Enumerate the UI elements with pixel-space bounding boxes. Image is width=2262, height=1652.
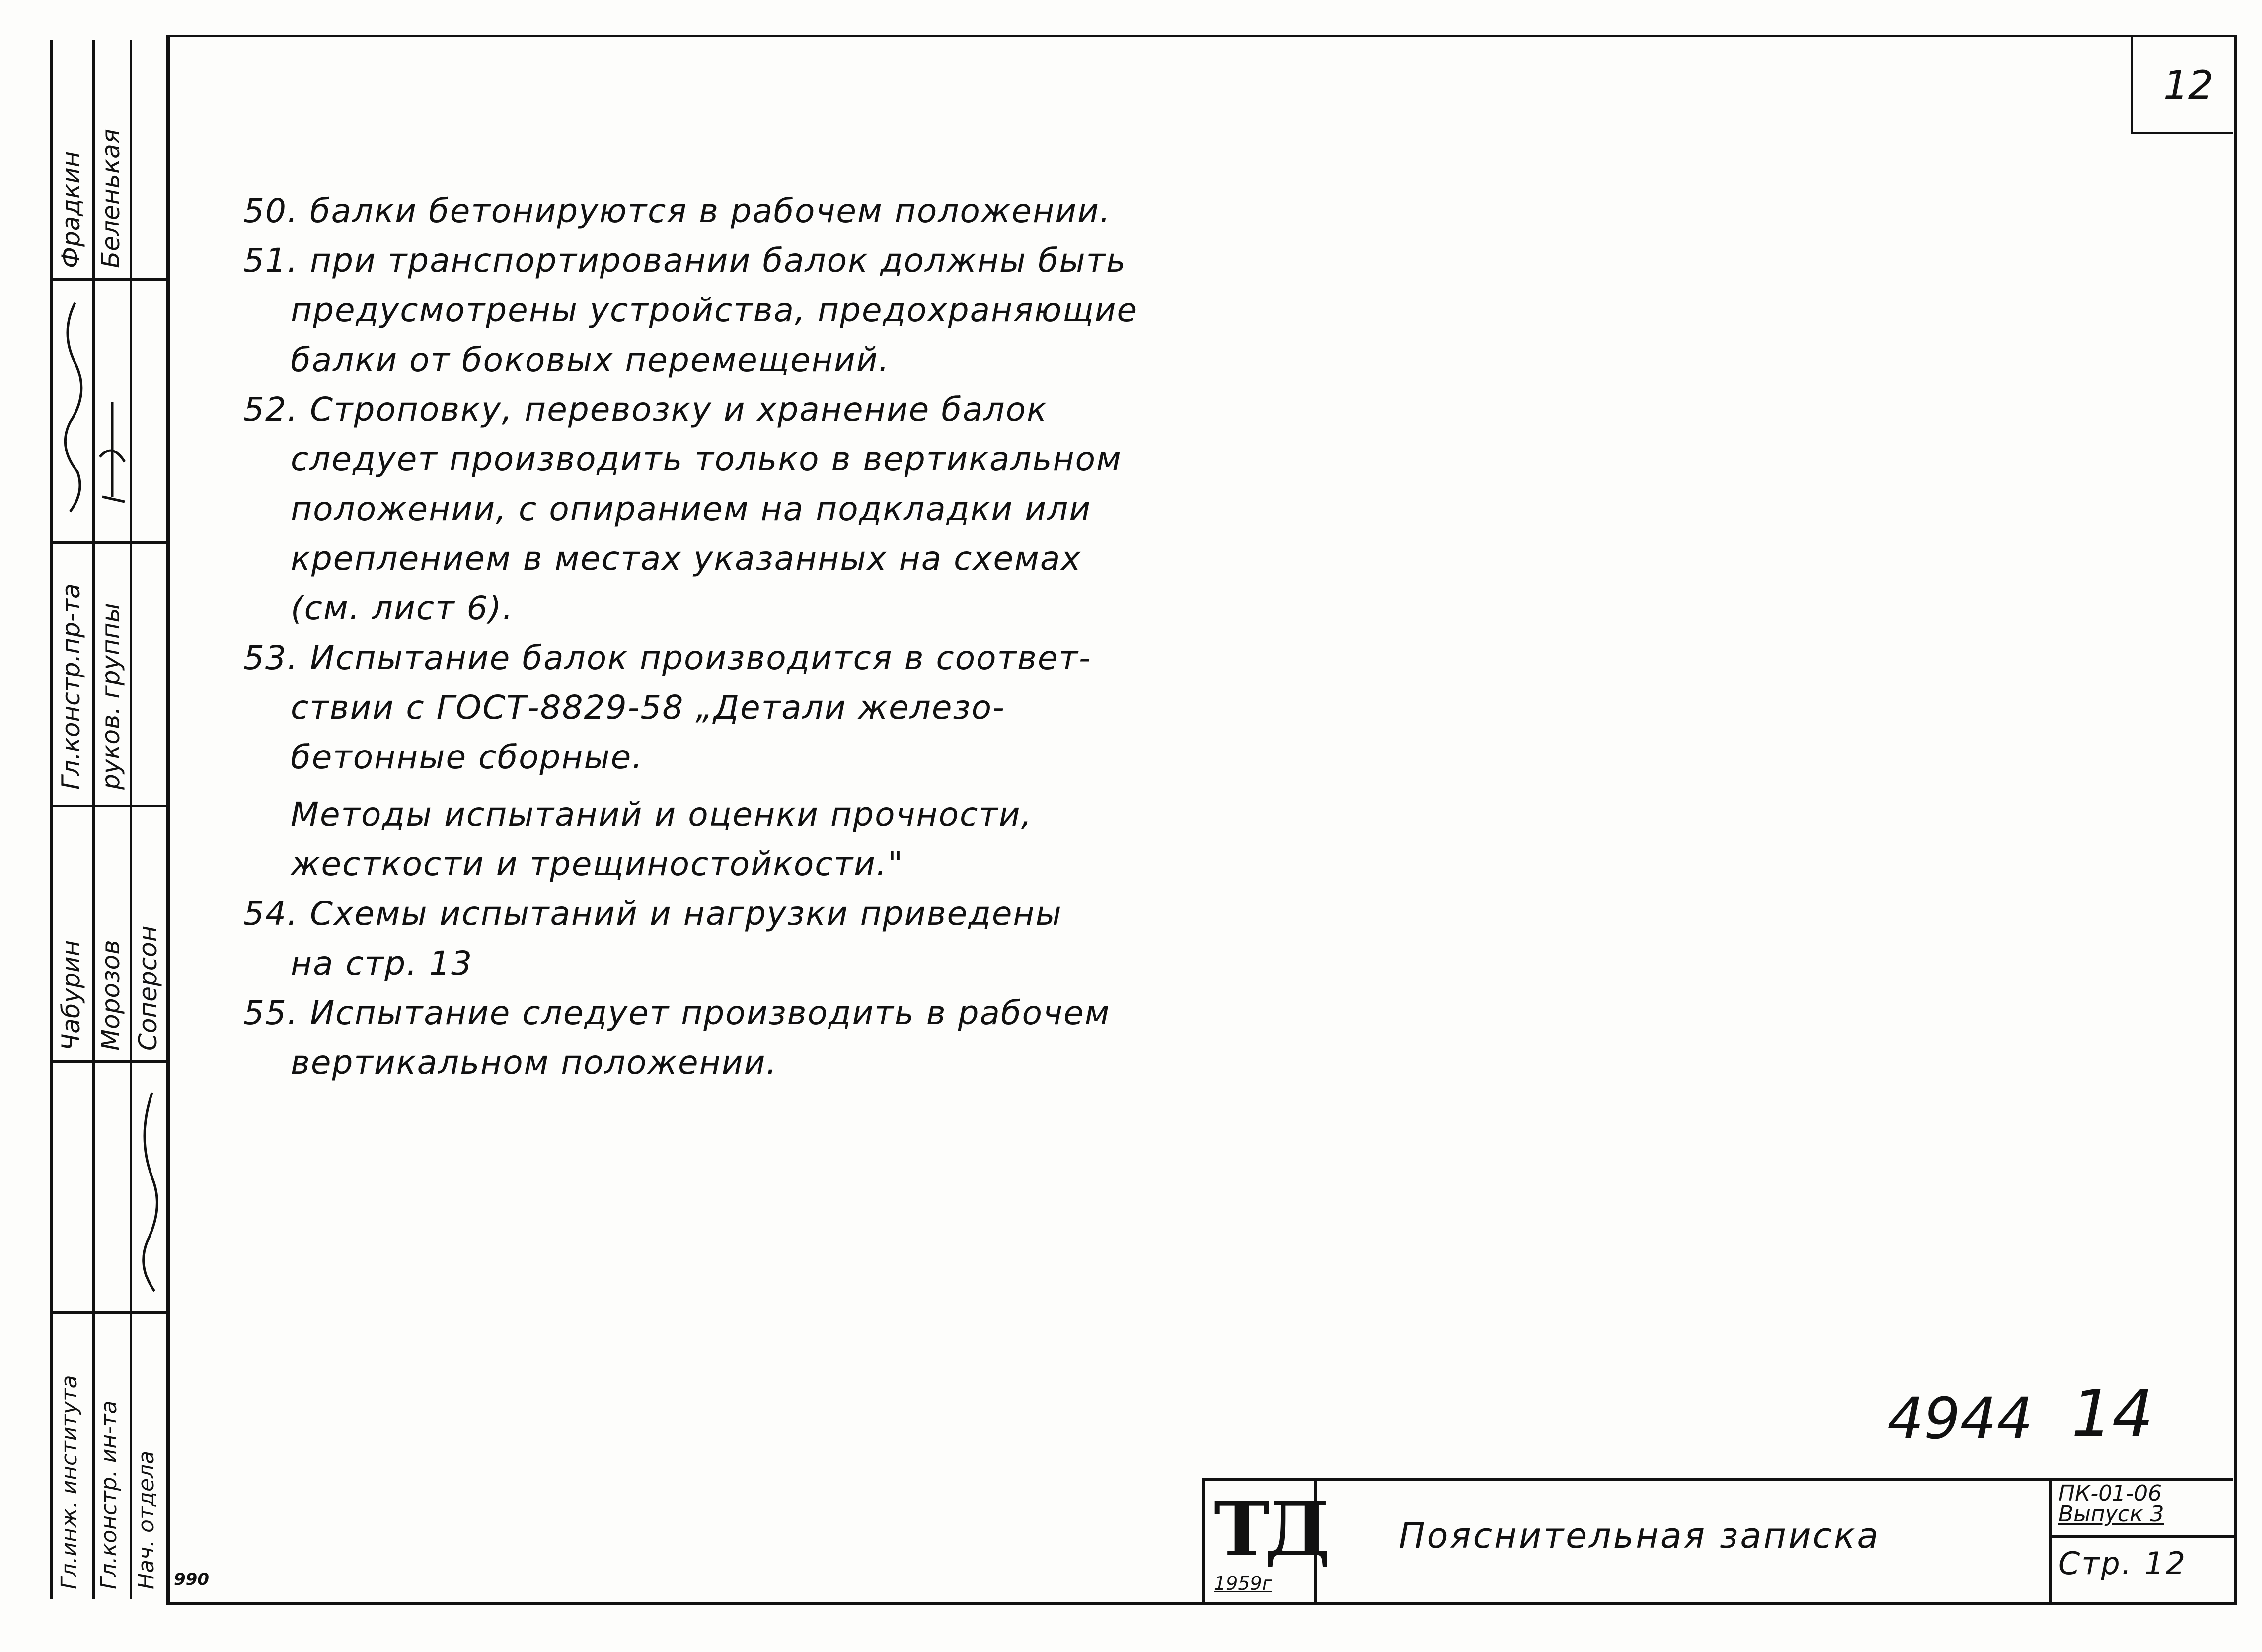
note-line: 52. Строповку, перевозку и хранение балок: [243, 390, 1048, 429]
note-line: балки от боковых перемещений.: [291, 341, 890, 379]
strip-row-divider: [53, 541, 169, 544]
bottom-mark: 990: [174, 1570, 209, 1589]
signature-mark: [132, 1078, 167, 1301]
note-line: 54. Схемы испытаний и нагрузки приведены: [243, 895, 1062, 933]
note-line: следует производить только в вертикальном: [291, 440, 1122, 478]
note-52: [243, 385, 1187, 633]
role-label: Гл.констр. ин-та: [96, 1400, 122, 1589]
strip-row-divider: [53, 805, 169, 807]
strip-divider: [92, 40, 95, 1599]
name-chaburin: Чабурин: [57, 940, 85, 1051]
name-fradkin: Фрадкин: [57, 151, 85, 268]
signature-strip: [50, 40, 169, 1599]
role-label: Гл.констр.пр-та: [57, 583, 85, 790]
name-morozov: Морозов: [96, 940, 125, 1051]
strip-row-divider: [53, 278, 169, 281]
note-line: вертикальном положении.: [291, 1044, 778, 1082]
note-line: бетонные сборные.: [291, 738, 644, 776]
note-line: положении, с опиранием на подкладки или: [291, 490, 1092, 528]
logo-year: 1959г: [1214, 1573, 1272, 1594]
note-line: 51. при транспортировании балок должны быть: [243, 241, 1127, 280]
issue-label: Выпуск 3: [2058, 1502, 2164, 1527]
signature-mark: [55, 293, 92, 526]
note-line: 55. Испытание следует производить в рабочем: [243, 994, 1111, 1032]
name-belenkaya: Беленькая: [96, 129, 125, 268]
role-label: Гл.инж. института: [57, 1375, 82, 1589]
strip-divider: [130, 40, 132, 1599]
name-solerson: Соперсон: [134, 925, 162, 1051]
note-line: Методы испытаний и оценки прочности,: [291, 795, 1033, 833]
note-54: [243, 889, 1187, 988]
note-line: 50. балки бетонируются в рабочем положении.: [243, 192, 1111, 230]
logo-cell: [1205, 1481, 1326, 1602]
document-title: Пояснительная записка: [1399, 1515, 1881, 1556]
strip-row-divider: [53, 1060, 169, 1063]
note-line: 53. Испытание балок производится в соответ-: [243, 639, 1092, 677]
code-divider: [2052, 1535, 2236, 1538]
title-block: [1202, 1478, 2233, 1602]
note-53: [243, 633, 1187, 782]
code-cell: [2049, 1481, 2236, 1602]
role-label: руков. группы: [96, 603, 125, 790]
archive-number: 4944: [1887, 1386, 2033, 1452]
role-label: Нач. отдела: [134, 1450, 159, 1589]
page-label: Стр. 12: [2058, 1545, 2187, 1581]
signature-mark: [95, 397, 130, 526]
note-50: [243, 186, 1187, 236]
note-line: жесткости и трещиностойкости.": [291, 845, 904, 883]
note-line: креплением в местах указанных на схемах: [291, 539, 1082, 578]
note-line: (см. лист 6).: [291, 589, 514, 627]
page-number: 12: [2163, 62, 2214, 108]
notes-body: [243, 186, 1187, 1088]
note-line: ствии с ГОСТ-8829-58 „Детали железо-: [291, 688, 1005, 727]
series-code: ПК-01-06: [2058, 1481, 2162, 1506]
note-line: на стр. 13: [291, 944, 473, 982]
note-line: предусмотрены устройства, предохраняющие: [291, 291, 1138, 329]
strip-row-divider: [53, 1311, 169, 1314]
logo: ТД: [1214, 1486, 1326, 1573]
note-51: [243, 236, 1187, 385]
note-53-continued: [243, 790, 1187, 889]
sheet-index: 14: [2071, 1376, 2154, 1451]
note-55: [243, 988, 1187, 1088]
page-number-box: [2131, 35, 2233, 134]
